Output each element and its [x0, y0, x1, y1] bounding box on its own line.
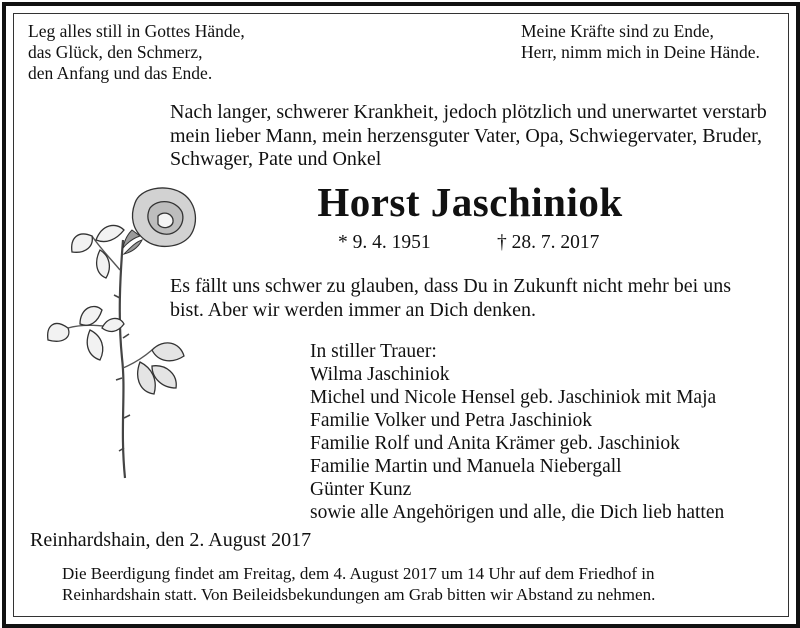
mourner-entry: Günter Kunz [310, 479, 412, 500]
verse-right-line: Meine Kräfte sind zu Ende, [521, 21, 714, 41]
death-date: † 28. 7. 2017 [497, 232, 600, 253]
verse-left-line: den Anfang und das Ende. [28, 63, 213, 83]
memorial-message [170, 275, 780, 322]
intro-text [170, 101, 780, 172]
verse-right-line: Herr, nimm mich in Deine Hände. [521, 42, 760, 62]
verse-right [521, 21, 760, 63]
funeral-line: Die Beerdigung findet am Freitag, dem 4. August 2017 um 14 Uhr auf dem Friedhof in [62, 564, 655, 583]
mourner-entry: Familie Rolf und Anita Krämer geb. Jaschiniok [310, 433, 680, 454]
message-line: bist. Aber wir werden immer an Dich denken. [170, 298, 537, 321]
verse-left-line: Leg alles still in Gottes Hände, [28, 21, 245, 41]
message-line: Es fällt uns schwer zu glauben, dass Du in Zukunft nicht mehr bei uns [170, 275, 731, 297]
mourner-entry: Familie Martin und Manuela Niebergall [310, 456, 622, 477]
intro-line: Schwager, Pate und Onkel [170, 148, 382, 170]
mourners-list [310, 340, 724, 524]
funeral-line: Reinhardshain statt. Von Beileidsbekundungen am Grab bitten wir Abstand zu nehmen. [62, 585, 656, 604]
mourner-entry: Familie Volker und Petra Jaschiniok [310, 410, 592, 431]
mourners-heading: In stiller Trauer: [310, 341, 437, 362]
birth-date: * 9. 4. 1951 [338, 232, 431, 253]
mourner-entry: Wilma Jaschiniok [310, 364, 450, 385]
rose-icon [40, 178, 200, 503]
mourner-entry: sowie alle Angehörigen und alle, die Dich lieb hatten [310, 502, 725, 523]
place-and-date: Reinhardshain, den 2. August 2017 [30, 529, 312, 551]
intro-line: mein lieber Mann, mein herzensguter Vater, Opa, Schwiegervater, Bruder, [170, 124, 763, 147]
intro-line: Nach langer, schwerer Krankheit, jedoch plötzlich und unerwartet verstarb [170, 101, 767, 123]
mourner-entry: Michel und Nicole Hensel geb. Jaschiniok mit Maja [310, 387, 717, 408]
verse-left [28, 21, 245, 84]
verse-left-line: das Glück, den Schmerz, [28, 42, 203, 62]
funeral-info [62, 563, 655, 605]
deceased-name: Horst Jaschiniok [317, 179, 623, 225]
